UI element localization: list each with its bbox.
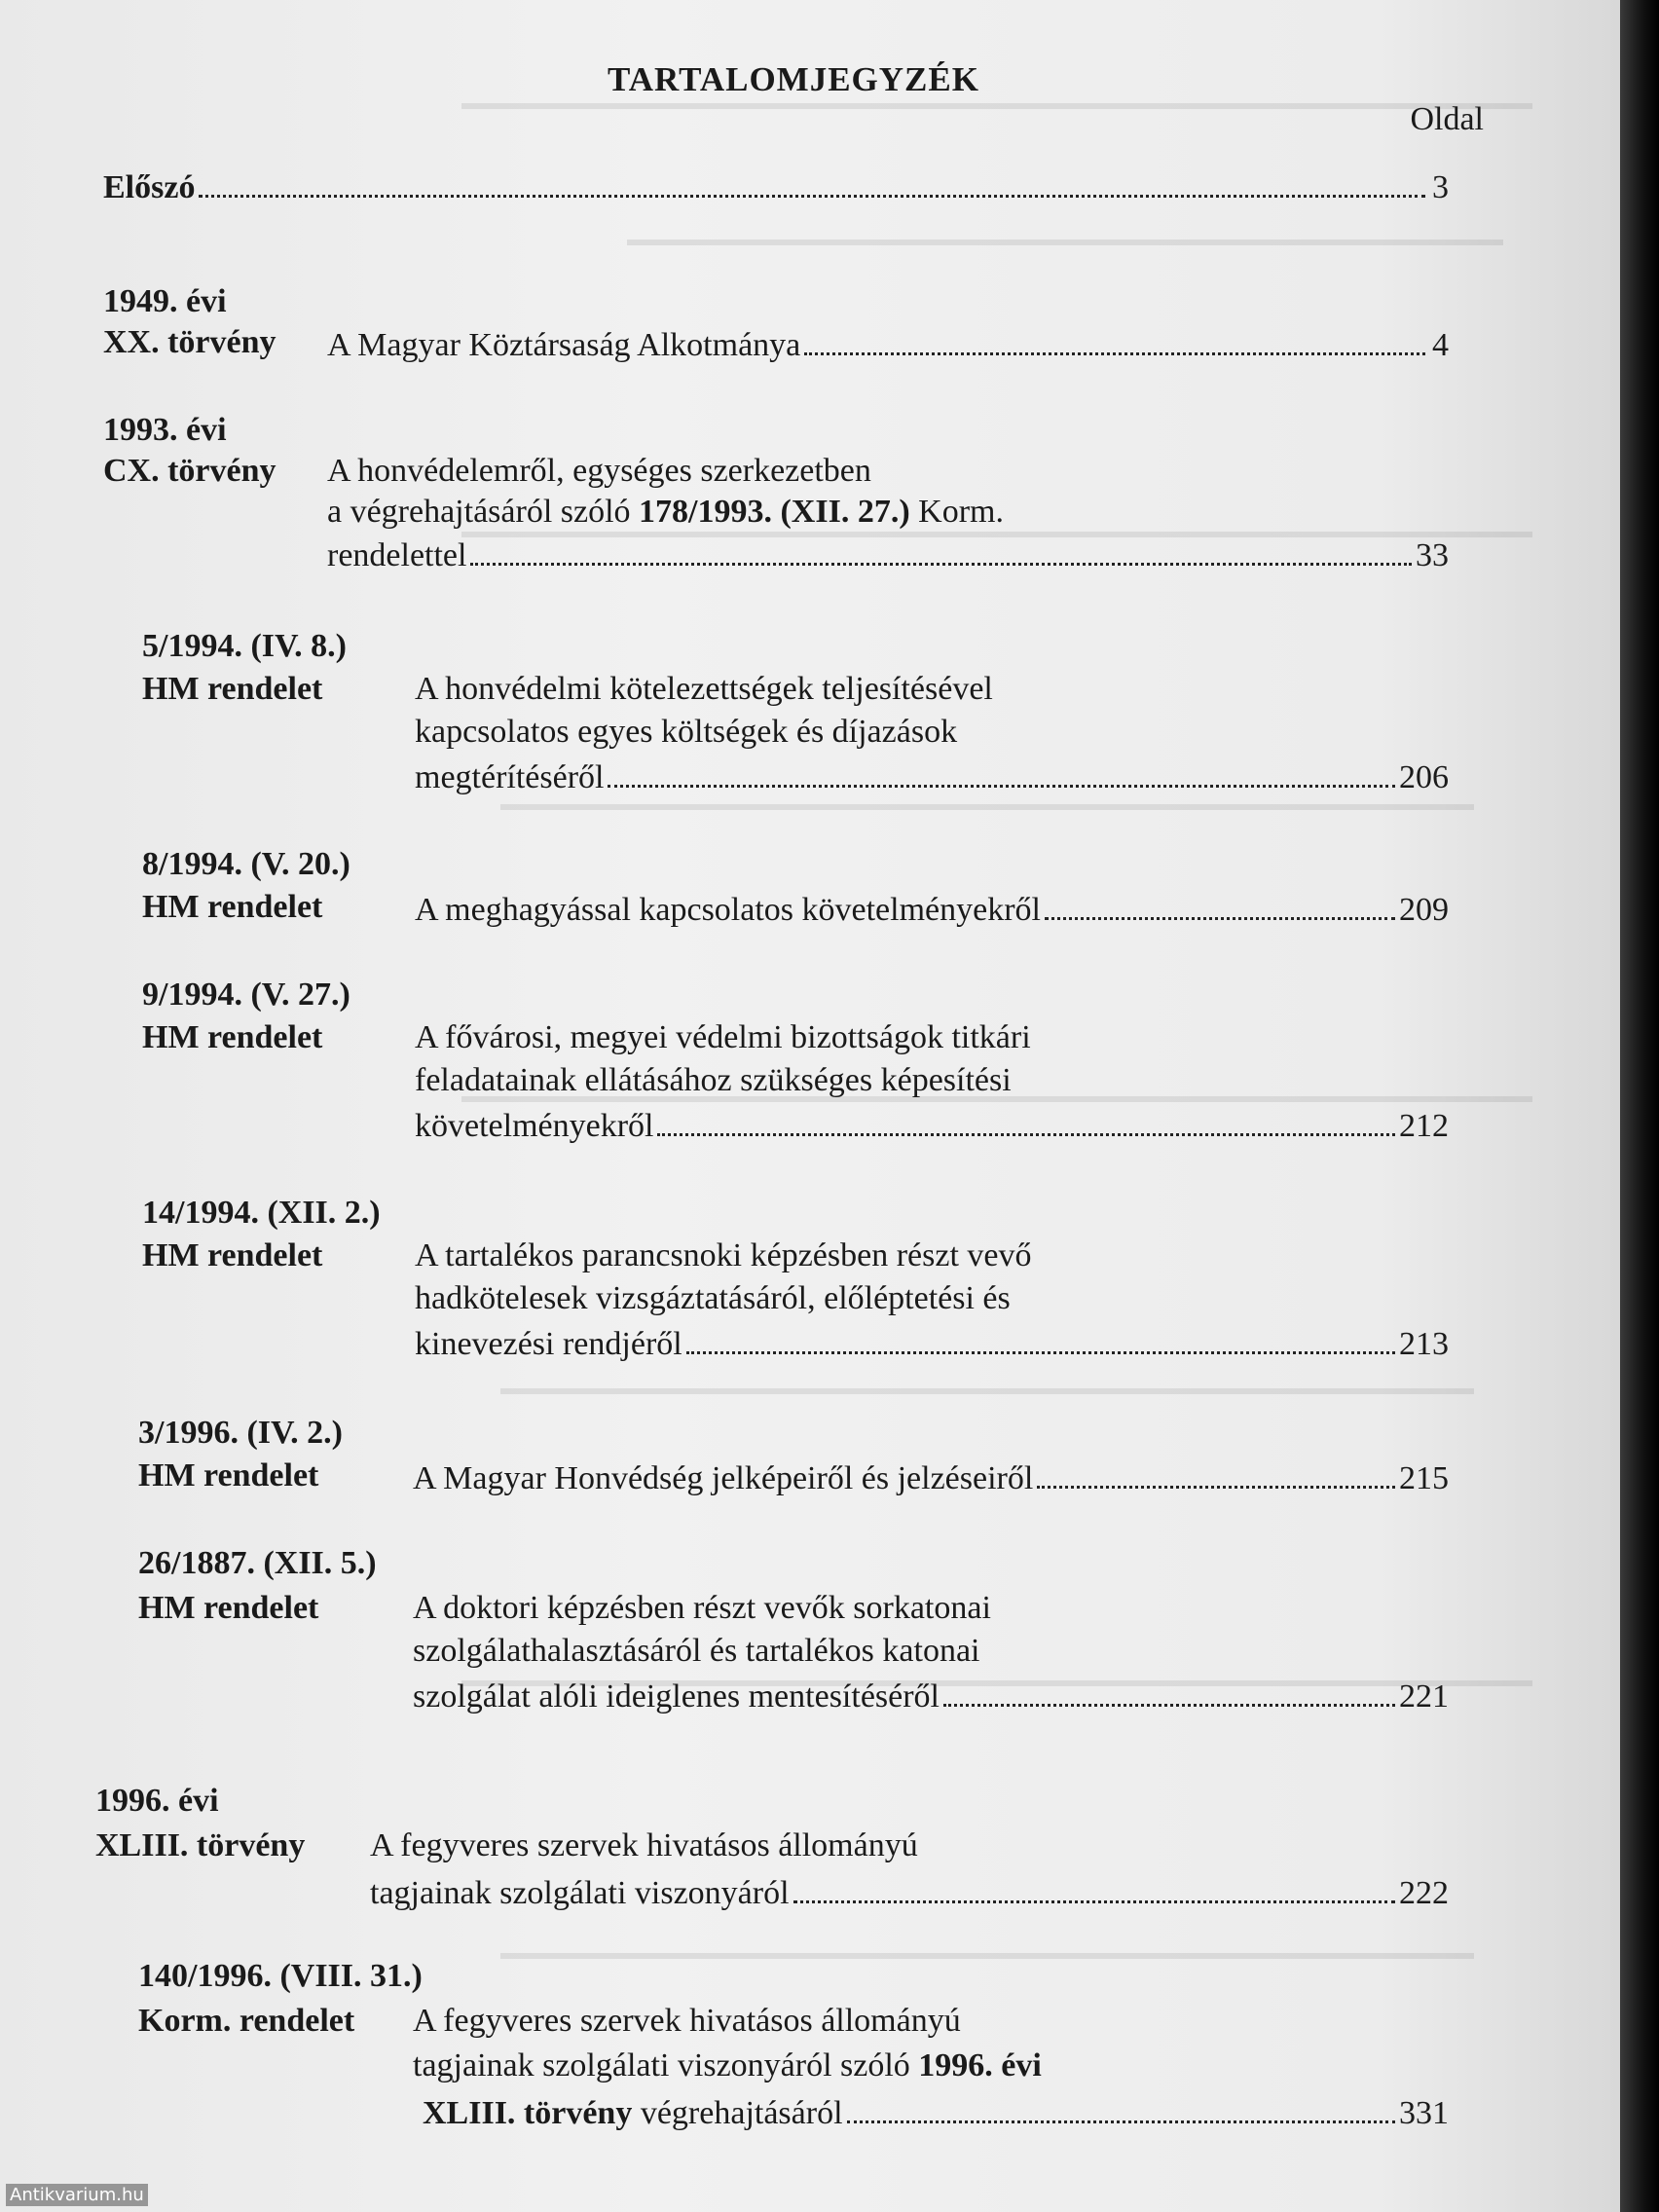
entry-type: XX. törvény (103, 324, 276, 360)
entry-title: rendelettel (327, 537, 467, 573)
entry-number: 26/1887. (XII. 5.) (138, 1545, 377, 1581)
entry-page: 221 (1399, 1678, 1449, 1714)
leader-dots (199, 166, 1425, 198)
leader-dots (470, 534, 1412, 566)
toc-entry-alkotmany (327, 323, 1449, 362)
entry-page: 222 (1399, 1875, 1449, 1911)
entry-title: Előszó (103, 169, 196, 205)
entry-title: követelményekről (415, 1108, 654, 1144)
entry-title: szolgálat alóli ideiglenes mentesítéséről (413, 1678, 940, 1714)
entry-title: XLIII. törvény végrehajtásáról (423, 2095, 843, 2131)
entry-year: 1993. évi (103, 412, 227, 448)
entry-title-line: A tartalékos parancsnoki képzésben részt vevő (415, 1237, 1032, 1273)
entry-title-line: feladatainak ellátásához szükséges képesítési (415, 1062, 1012, 1098)
entry-number: 140/1996. (VIII. 31.) (138, 1958, 423, 1994)
entry-title: tagjainak szolgálati viszonyáról (370, 1875, 790, 1911)
toc-entry-honvedelem (327, 534, 1449, 572)
leader-dots (793, 1871, 1395, 1903)
page-title: TARTALOMJEGYZÉK (608, 60, 979, 98)
entry-year: 1996. évi (95, 1783, 219, 1819)
leader-dots (1045, 888, 1395, 920)
entry-title: A Magyar Köztársaság Alkotmánya (327, 327, 801, 363)
toc-entry-140-1996 (423, 2091, 1449, 2130)
entry-number: 9/1994. (V. 27.) (142, 977, 350, 1013)
entry-title-line: A fegyveres szervek hivatásos állományú (370, 1827, 918, 1863)
entry-title-line: A fegyveres szervek hivatásos állományú (413, 2003, 961, 2039)
toc-entry-3-1996 (413, 1456, 1449, 1495)
entry-title-line: kapcsolatos egyes költségek és díjazások (415, 714, 958, 750)
entry-title-line: tagjainak szolgálati viszonyáról szóló 1996. évi (413, 2047, 1042, 2083)
entry-page: 215 (1399, 1460, 1449, 1496)
toc-entry-8-1994 (415, 888, 1449, 927)
entry-title-line: A honvédelmi kötelezettségek teljesítésével (415, 671, 993, 707)
entry-title-line: hadkötelesek vizsgáztatásáról, előléptetési és (415, 1280, 1011, 1316)
entry-page: 209 (1399, 892, 1449, 928)
entry-page: 33 (1416, 537, 1449, 573)
leader-dots (657, 1104, 1395, 1136)
toc-entry-eloszo (103, 166, 1449, 204)
entry-number: 14/1994. (XII. 2.) (142, 1195, 381, 1231)
toc-entry-14-1994 (415, 1322, 1449, 1361)
entry-type: HM rendelet (142, 1237, 323, 1273)
entry-page: 331 (1399, 2095, 1449, 2131)
entry-type: HM rendelet (142, 671, 323, 707)
entry-title: megtérítéséről (415, 759, 605, 795)
entry-type: CX. törvény (103, 453, 276, 489)
entry-type: XLIII. törvény (95, 1827, 306, 1863)
entry-page: 213 (1399, 1326, 1449, 1362)
entry-type: HM rendelet (142, 1019, 323, 1055)
leader-dots (608, 756, 1395, 788)
leader-dots (686, 1322, 1395, 1354)
entry-page: 206 (1399, 759, 1449, 795)
entry-title-line: A honvédelemről, egységes szerkezetben (327, 453, 871, 489)
entry-type: Korm. rendelet (138, 2003, 355, 2039)
entry-title-line: A doktori képzésben részt vevők sorkatonai (413, 1590, 991, 1626)
entry-title-line: A fővárosi, megyei védelmi bizottságok titkári (415, 1019, 1031, 1055)
toc-entry-9-1994 (415, 1104, 1449, 1143)
toc-entry-xliii-1996 (370, 1871, 1449, 1910)
entry-title: A meghagyással kapcsolatos követelményekről (415, 892, 1041, 928)
leader-dots (804, 323, 1425, 355)
entry-page: 4 (1432, 327, 1449, 363)
entry-year: 1949. évi (103, 283, 227, 319)
leader-dots (847, 2091, 1395, 2123)
entry-number: 8/1994. (V. 20.) (142, 846, 350, 882)
toc-entry-5-1994 (415, 756, 1449, 794)
entry-number: 5/1994. (IV. 8.) (142, 628, 347, 664)
entry-title: kinevezési rendjéről (415, 1326, 682, 1362)
watermark: Antikvarium.hu (6, 2184, 148, 2206)
leader-dots (1037, 1456, 1395, 1489)
entry-title-line: szolgálathalasztásáról és tartalékos katonai (413, 1633, 980, 1669)
entry-type: HM rendelet (138, 1590, 319, 1626)
toc-entry-26-1887 (413, 1675, 1449, 1714)
entry-type: HM rendelet (138, 1457, 319, 1493)
entry-title-line: a végrehajtásáról szóló 178/1993. (XII. 27.) Korm. (327, 494, 1004, 530)
leader-dots (943, 1675, 1395, 1707)
entry-type: HM rendelet (142, 889, 323, 925)
page-column-label: Oldal (1410, 101, 1484, 137)
book-edge (1620, 0, 1659, 2212)
entry-title: A Magyar Honvédség jelképeiről és jelzéseiről (413, 1460, 1034, 1496)
entry-page: 3 (1432, 169, 1449, 205)
entry-number: 3/1996. (IV. 2.) (138, 1415, 343, 1451)
entry-page: 212 (1399, 1108, 1449, 1144)
